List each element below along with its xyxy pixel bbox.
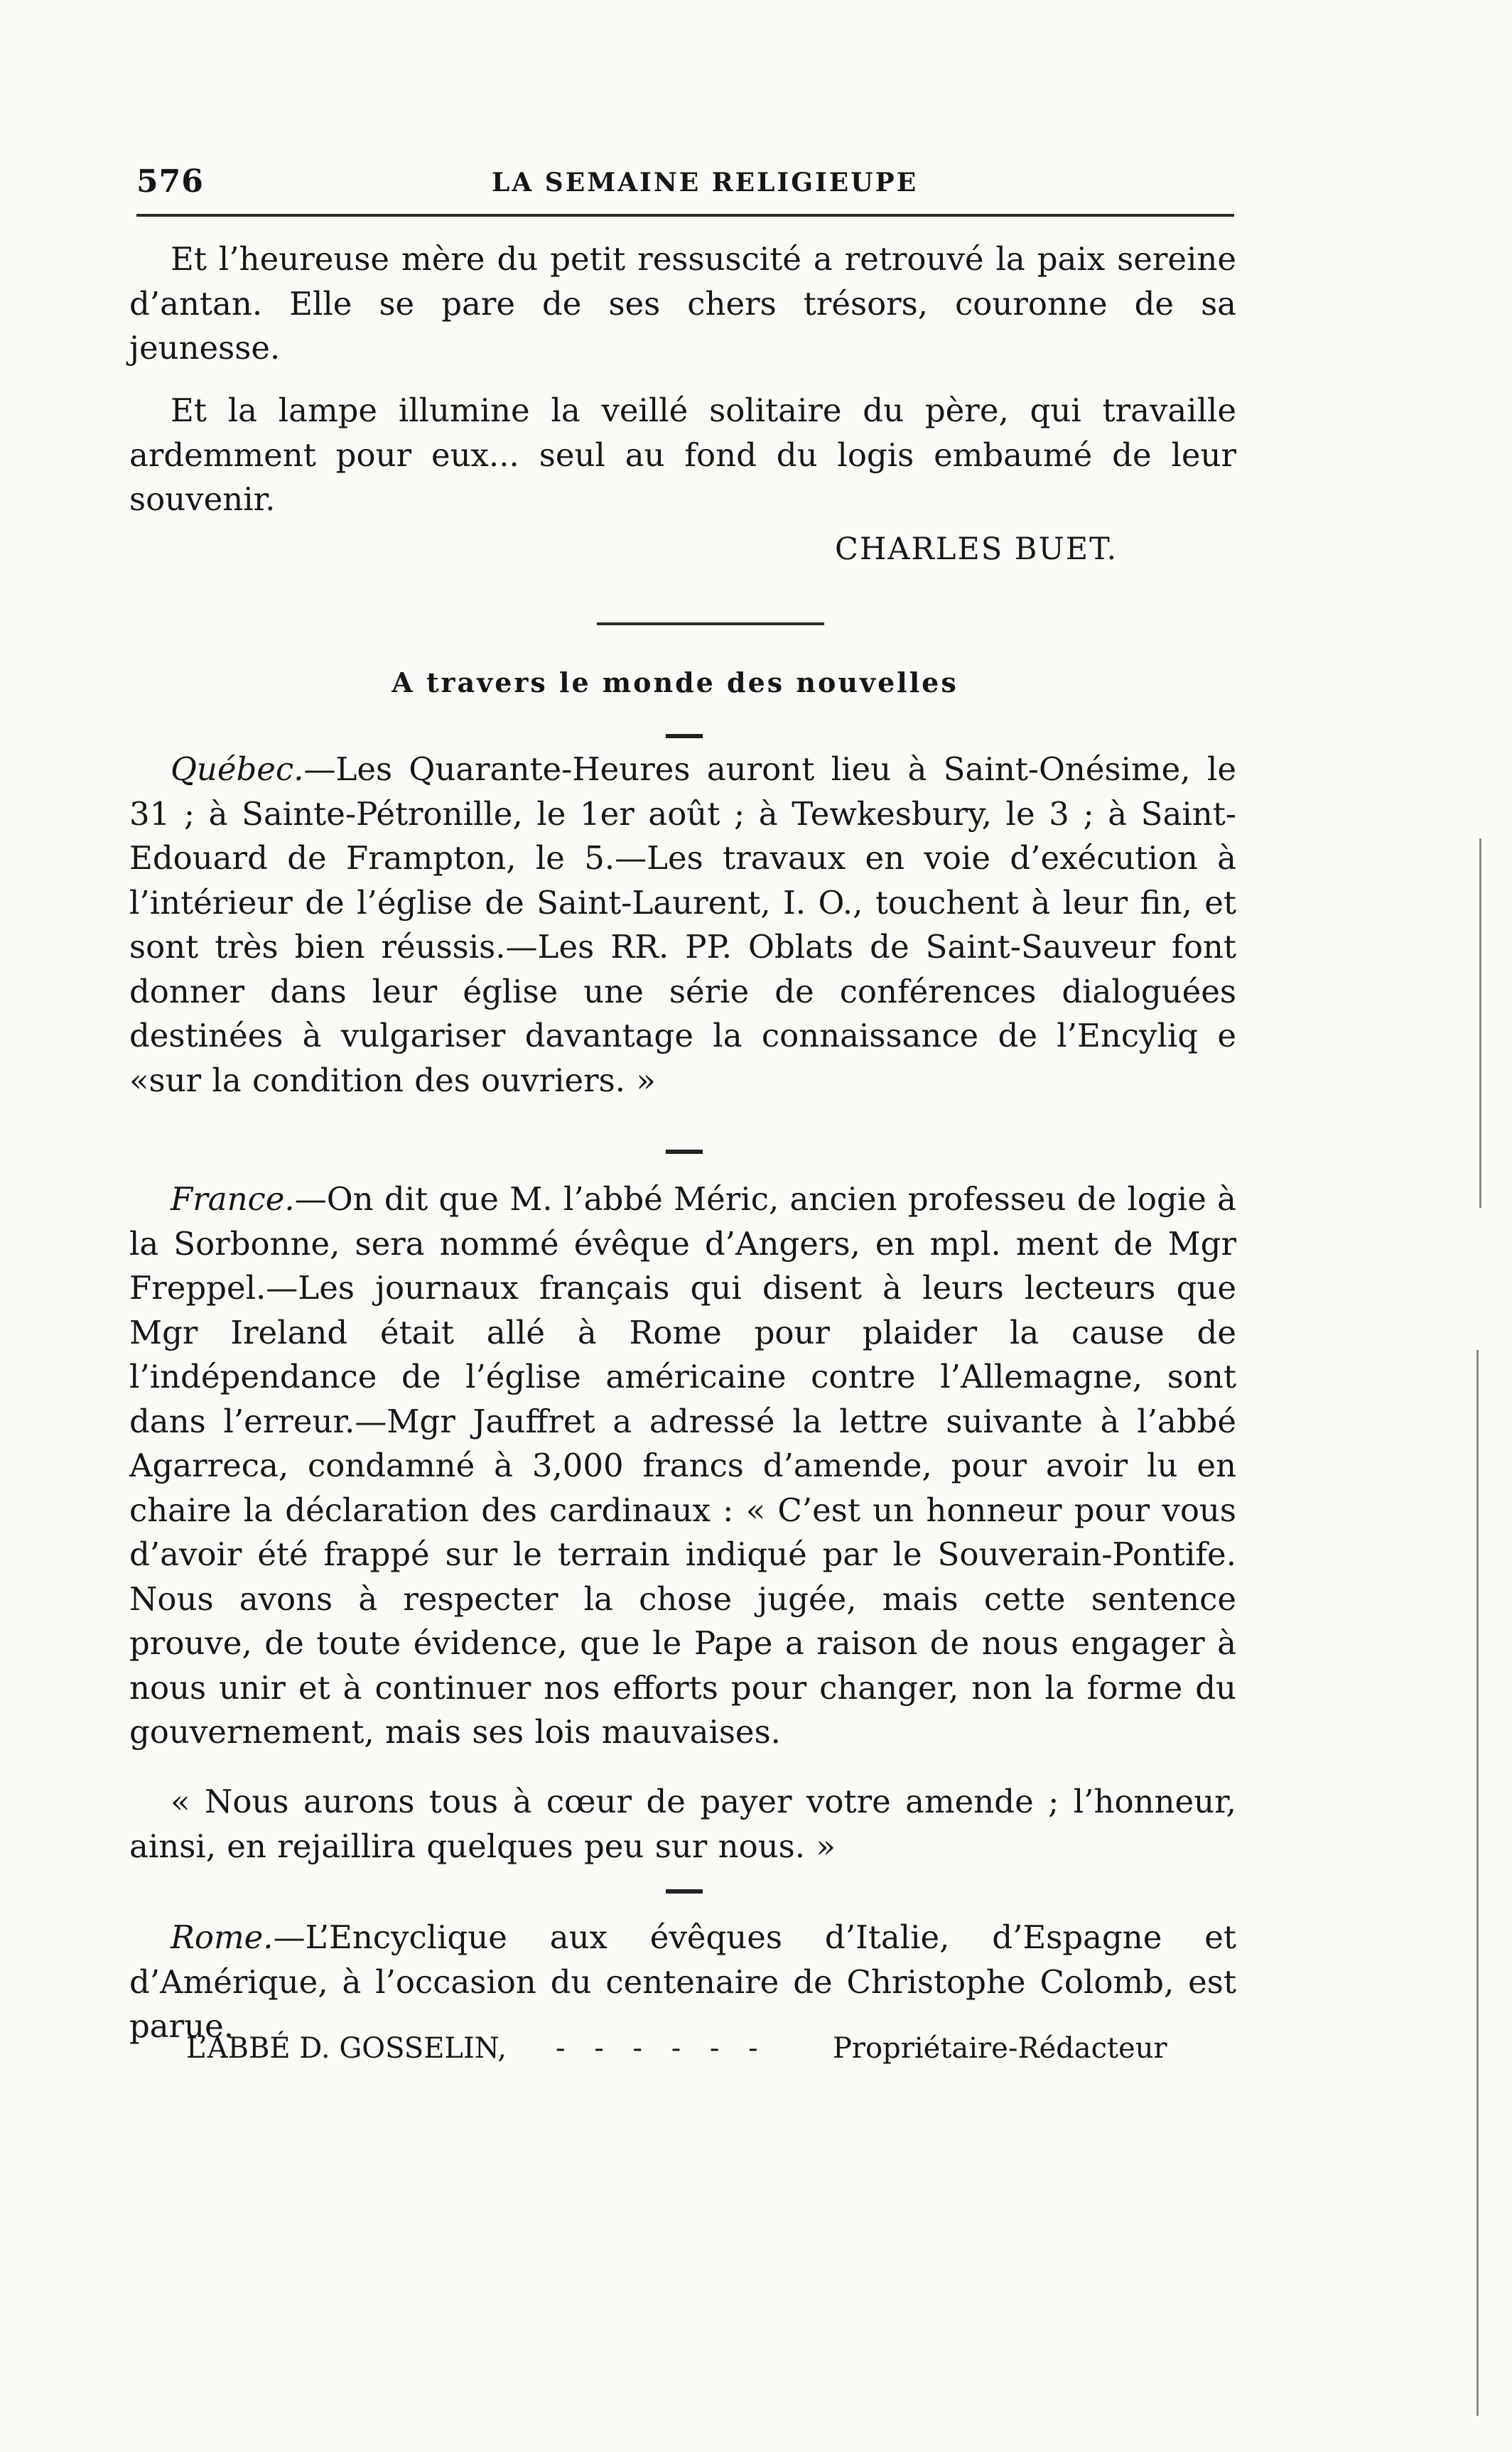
story-paragraph-2: Et la lampe illumine la veillé solitaire du père, qui travaille ardemment pour eux... seul au fond du logis embaumé de leur souvenir. — [129, 391, 1236, 518]
news-text-quebec: —Les Quarante-Heures auront lieu à Saint-Onésime, le 31 ; à Sainte-Pétronille, le 1er août ; à Tewkesbury, le 3 ; à Saint-Edouard de Frampton, le 5.—Les travaux en voie d’exécution à l’intérieur de l’église de Saint-Laurent, I. O., touchent à leur fin, et sont très bien réussis.—Les RR. PP. Oblats de Saint-Sauveur font donner dans leur église une série de conférences dialoguées destinées à vulgariser davantage la connaissance de l’Encyliq e «sur la condition des ouvriers. » — [129, 750, 1236, 1099]
footer-editor-role: Propriétaire-Rédacteur — [833, 2032, 1167, 2065]
section-dash — [666, 734, 703, 738]
author-signature: CHARLES BUET. — [835, 531, 1118, 567]
news-place-france: France. — [171, 1180, 295, 1218]
margin-mark — [1476, 1350, 1479, 2416]
header-rule — [136, 214, 1234, 217]
running-title: LA SEMAINE RELIGIEUPE — [492, 168, 919, 198]
news-place-rome: Rome. — [171, 1918, 274, 1956]
section-dash — [666, 1150, 703, 1154]
news-place-quebec: Québec. — [171, 750, 304, 788]
news-text-france: —On dit que M. l’abbé Méric, ancien professeu de logie à la Sorbonne, sera nommé évêque d’Angers, en mpl. ment de Mgr Freppel.—Les journaux français qui disent à leurs lecteurs que Mgr Ireland était allé à Rome pour plaider la cause de l’indépendance de l’église américaine contre l’Allemagne, sont dans l’erreur.—Mgr Jauffret a adressé la lettre suivante à l’abbé Agarreca, condamné à 3,000 francs d’amende, pour avoir lu en chaire la déclaration des cardinaux : « C’est un honneur pour vous d’avoir été frappé sur le terrain indiqué par le Souverain-Pontife. Nous avons à respecter la chose jugée, mais cette sentence prouve, de toute évidence, que le Pape a raison de nous engager à nous unir et à continuer nos efforts pour changer, non la forme du gouvernement, mais ses lois mauvaises. — [129, 1180, 1236, 1751]
footer-editor-name: L’ABBÉ D. GOSSELIN, — [186, 2032, 507, 2065]
footer-leader-dots: - - - - - - — [556, 2032, 768, 2065]
news-item-quebec — [129, 747, 1236, 1103]
news-text-rome: —L’Encyclique aux évêques d’Italie, d’Espagne et d’Amérique, à l’occasion du centenaire de Christophe Colomb, est parue. — [129, 1918, 1236, 2045]
news-item-france-quote: « Nous aurons tous à cœur de payer votre amende ; l’honneur, ainsi, en rejaillira quelques peu sur nous. » — [129, 1783, 1236, 1865]
story-paragraph-1: Et l’heureuse mère du petit ressuscité a retrouvé la paix sereine d’antan. Elle se pare de ses chers trésors, couronne de sa jeunesse. — [129, 240, 1236, 367]
page-header — [136, 158, 1234, 207]
page-number: 576 — [136, 163, 204, 200]
margin-mark — [1479, 838, 1481, 1208]
news-item-rome — [129, 1916, 1236, 2049]
news-item-france — [129, 1177, 1236, 1755]
section-title: A travers le monde des nouvelles — [392, 666, 958, 698]
section-dash — [666, 1889, 703, 1894]
section-divider-rule — [597, 622, 824, 625]
